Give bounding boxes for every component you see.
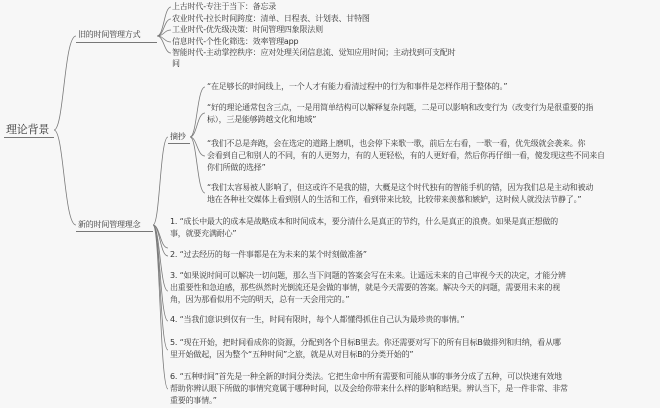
principle-line: 里开始做起，因为整个“五种时间”之旅，就是从对目标B的分类开始的” (170, 350, 414, 359)
principle-line: 4. “当我们意识到仅有一生，时间有限时，每个人都懂得抓住自己认为最珍贵的事情。” (170, 315, 465, 324)
principle-line: 6. “五种时间”首先是一种全新的时间分类法。它把生命中所有需要和可能从事的事务分成了五种，可以快速有效地 (170, 372, 562, 381)
old-item[interactable]: 上古时代-专注于当下：备忘录 (172, 2, 277, 11)
principle-line: 1. “成长中最大的成本是战略成本和时间成本，要分清什么是真正的节约，什么是真正的浪费。如果是真正想做的 (170, 217, 558, 226)
quote-line: 标），三是能够跨越文化和地域” (207, 115, 317, 124)
quote-line: “我们太容易被人影响了，但这或许不是我的错，大概是这个时代独有的智能手机的错，因为我们总是主动和被动 (207, 183, 594, 192)
old-item[interactable]: 间 (172, 59, 180, 68)
principle-line: 出重要性和急迫感，那些纵然时光倒流还是会做的事情，就是今天需要的答案。解决今天的问题，需要用未来的视 (170, 283, 560, 292)
quote-line: “在足够长的时间线上，一个人才有能力看清过程中的行为和事件是怎样作用于整体的。” (207, 82, 508, 91)
root-topic[interactable]: 理论背景 (6, 123, 50, 136)
quote-line: 你们所做的选择” (207, 163, 266, 172)
principle-line: 2. “过去经历的每一件事都是在为未来的某个时刻做准备” (170, 250, 367, 259)
principle-line: 角，因为那看似用不完的明天，总有一天会用完的。” (170, 295, 350, 304)
principle-line: 5. “现在开始，把时间看成你的资源，分配到各个目标B里去。你还需要对写下的所有目标B做排列和归纳，看从哪 (170, 338, 561, 347)
quote-line: 会看到自己和别人的不同，有的人更努力，有的人更轻松，有的人更好看，然后你再仔细一看，傻发现这些不同来自 (207, 151, 605, 160)
old-item[interactable]: 智能时代-主动掌控秩序：应对处理关闭信息流、觉知应用时间；主动找到可支配时 (172, 48, 456, 57)
branch-old-time-management[interactable]: 旧的时间管理方式 (78, 30, 141, 39)
old-item[interactable]: 农业时代-拉长时间跨度：清单、日程表、计划表、甘特图 (172, 14, 370, 23)
old-item[interactable]: 工业时代-优先级决策：时间管理四象限法则 (172, 25, 323, 34)
quote-line: “好的理论通常包含三点，一是用简单结构可以解释复杂问题，二是可以影响和改变行为（改变行为是很重要的指 (207, 103, 594, 112)
principle-line: 重要的事情。” (170, 396, 217, 405)
branch-new-time-management[interactable]: 新的时间管理理念 (78, 220, 141, 229)
principle-line: 3. “如果说时间可以解决一切问题，那么当下问题的答案会写在未来。让遥远未来的自己审视今天的决定，才能分辨 (170, 271, 566, 280)
principle-line: 帮助你辨认眼下所做的事情究竟属于哪种时间，以及会给你带来什么样的影响和结果。辨认当下，是一件非常、非常 (170, 384, 568, 393)
quote-line: 地在各种社交媒体上看到别人的生活和工作，看到带来比较，比较带来羡慕和嫉妒，这时候人就没法节静了。” (207, 195, 582, 204)
old-item[interactable]: 信息时代-个性化筛选：效率管理app (172, 37, 299, 46)
principle-line: 事，就要充满耐心” (170, 229, 237, 238)
excerpt-node[interactable]: 摘抄 (170, 132, 186, 141)
quote-line: “我们不总是奔跑，会在选定的道路上磨叽，也会停下来歌一歌，前后左右看，一歌一看，优先级就会袭来。你 (207, 139, 586, 148)
